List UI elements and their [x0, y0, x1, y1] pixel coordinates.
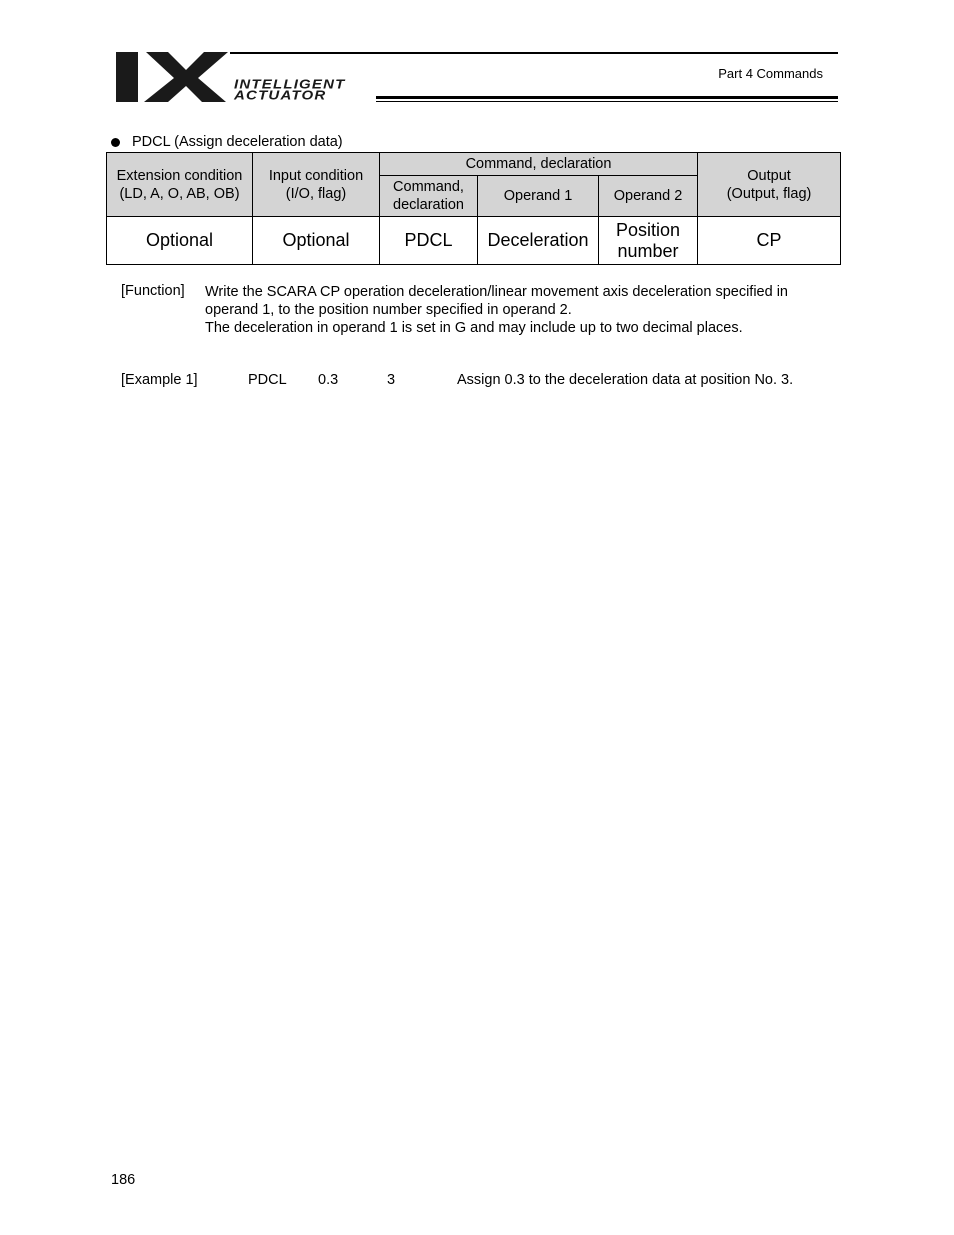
command-heading-text: PDCL (Assign deceleration data) — [132, 134, 343, 150]
bullet-icon — [111, 138, 120, 147]
logo-letter-x — [144, 52, 228, 102]
cell-operand-2: Position number — [599, 217, 698, 265]
example-label: [Example 1] — [121, 372, 198, 388]
cell-input-condition: Optional — [253, 217, 380, 265]
header-command-declaration: Command, declaration — [380, 176, 478, 217]
header-rule-bottom-thick — [376, 96, 838, 99]
logo-text-intelligent: INTELLIGENT — [234, 77, 346, 92]
command-table — [106, 152, 841, 265]
cell-operand-1: Deceleration — [478, 217, 599, 265]
section-title: Part 4 Commands — [718, 66, 823, 81]
header-input-condition: Input condition (I/O, flag) — [253, 153, 380, 217]
example-operand-2: 3 — [387, 372, 396, 388]
cell-output: CP — [698, 217, 841, 265]
example-operand-1: 0.3 — [318, 372, 339, 388]
header-output: Output (Output, flag) — [698, 153, 841, 217]
function-label: [Function] — [121, 283, 185, 299]
cell-command: PDCL — [380, 217, 478, 265]
ix-logo — [116, 52, 228, 102]
cell-extension-condition: Optional — [107, 217, 253, 265]
function-description — [205, 283, 845, 337]
header-operand-2: Operand 2 — [599, 176, 698, 217]
logo-letter-i — [116, 52, 138, 102]
function-line-1: Write the SCARA CP operation deceleration/linear movement axis deceleration specified in — [205, 284, 788, 300]
page-number: 186 — [111, 1172, 136, 1188]
header-rule-bottom-thin — [376, 101, 838, 102]
header-command-declaration-group: Command, declaration — [380, 153, 698, 176]
function-line-3: The deceleration in operand 1 is set in G and may include up to two decimal places. — [205, 320, 743, 336]
function-line-2: operand 1, to the position number specified in operand 2. — [205, 302, 572, 318]
header-rule-top — [230, 52, 838, 54]
example-description: Assign 0.3 to the deceleration data at position No. 3. — [457, 372, 794, 388]
logo-text-actuator: ACTUATOR — [234, 88, 327, 103]
example-command: PDCL — [248, 372, 287, 388]
command-heading — [111, 134, 343, 150]
header-extension-condition: Extension condition (LD, A, O, AB, OB) — [107, 153, 253, 217]
header-operand-1: Operand 1 — [478, 176, 599, 217]
